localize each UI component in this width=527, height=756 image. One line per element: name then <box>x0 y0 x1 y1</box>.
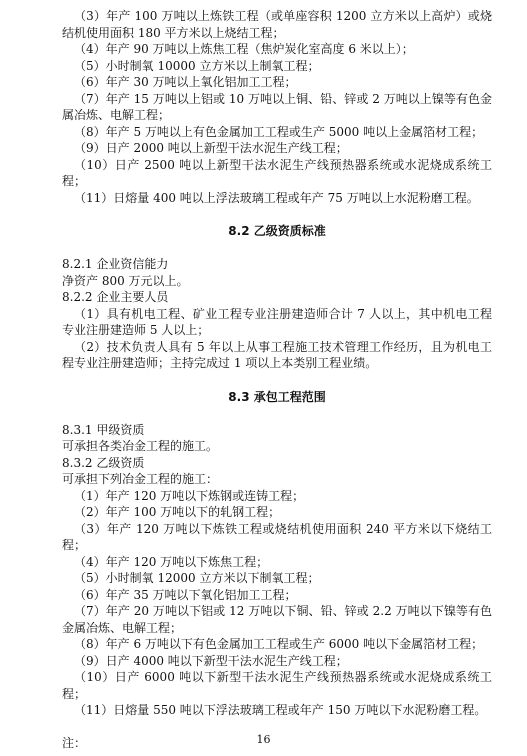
list-item: （10）日产 2500 吨以上新型干法水泥生产线预热器系统或水泥烧成系统工程； <box>62 157 492 188</box>
list-item: （2）技术负责人具有 5 年以上从事工程施工技术管理工作经历，且为机电工程专业注册建造师；主持完成过 1 项以上本类别工程业绩。 <box>62 339 492 370</box>
list-item: （10）日产 6000 吨以下新型干法水泥生产线预热器系统或水泥烧成系统工程； <box>62 670 492 701</box>
list-item: （4）年产 120 万吨以下炼焦工程； <box>74 554 269 569</box>
paragraph: 净资产 800 万元以上。 <box>62 273 189 288</box>
list-item: （5）小时制氧 12000 立方米以下制氧工程； <box>74 571 320 585</box>
list-item: （11）日熔量 400 吨以上浮法玻璃工程或年产 75 万吨以上水泥粉磨工程。 <box>74 190 479 205</box>
page-content <box>62 8 492 751</box>
paragraph: 可承担下列冶金工程的施工： <box>62 472 219 486</box>
list-item: （8）年产 6 万吨以下有色金属加工工程或生产 6000 吨以下金属箔材工程； <box>74 637 484 651</box>
subsection-title: 8.2.2 企业主要人员 <box>62 290 169 304</box>
list-item: （3）年产 120 万吨以下炼铁工程或烧结机使用面积 240 平方米以下烧结工程； <box>62 521 492 552</box>
subsection-title: 8.2.1 企业资信能力 <box>62 257 169 271</box>
list-item: （9）日产 4000 吨以下新型干法水泥生产线工程； <box>74 653 348 668</box>
section-heading: 8.3 承包工程范围 <box>228 389 326 404</box>
list-item: （9）日产 2000 吨以上新型干法水泥生产线工程； <box>74 141 348 155</box>
list-item: （8）年产 5 万吨以上有色金属加工工程或生产 5000 吨以上金属箔材工程； <box>74 124 484 139</box>
list-item: （6）年产 35 万吨以下氧化铝加工工程； <box>74 587 297 602</box>
list-item: （4）年产 90 万吨以上炼焦工程（焦炉炭化室高度 6 米以上）； <box>74 42 414 56</box>
list-item: （11）日熔量 550 吨以下浮法玻璃工程或年产 150 万吨以下水泥粉磨工程。 <box>74 703 487 717</box>
subsection-title: 8.3.1 甲级资质 <box>62 422 145 437</box>
list-item: （7）年产 15 万吨以上铝或 10 万吨以上铜、铅、锌或 2 万吨以上镍等有色金属冶炼、电解工程； <box>62 91 492 122</box>
paragraph: 可承担各类冶金工程的施工。 <box>62 439 219 453</box>
list-item: （5）小时制氧 10000 立方米以上制氧工程； <box>74 58 320 73</box>
list-item: （1）年产 120 万吨以下炼钢或连铸工程； <box>74 488 305 503</box>
page-number: 16 <box>256 733 271 746</box>
list-item: （7）年产 20 万吨以下铝或 12 万吨以下铜、铅、锌或 2.2 万吨以下镍等有色金属冶炼、电解工程； <box>62 604 492 635</box>
note-label: 注： <box>62 735 87 750</box>
section-heading: 8.2 乙级资质标准 <box>228 224 326 238</box>
list-item: （1）具有机电工程、矿业工程专业注册建造师合计 7 人以上，其中机电工程专业注册建造师 5 人以上； <box>62 306 492 337</box>
list-item: （2）年产 100 万吨以下的轧钢工程； <box>74 505 281 519</box>
list-item: （6）年产 30 万吨以上氧化铝加工工程； <box>74 75 297 89</box>
subsection-title: 8.3.2 乙级资质 <box>62 455 145 470</box>
list-item: （3）年产 100 万吨以上炼铁工程（或单座容积 1200 立方米以上高炉）或烧结机使用面积 180 平方米以上烧结工程； <box>62 9 492 40</box>
